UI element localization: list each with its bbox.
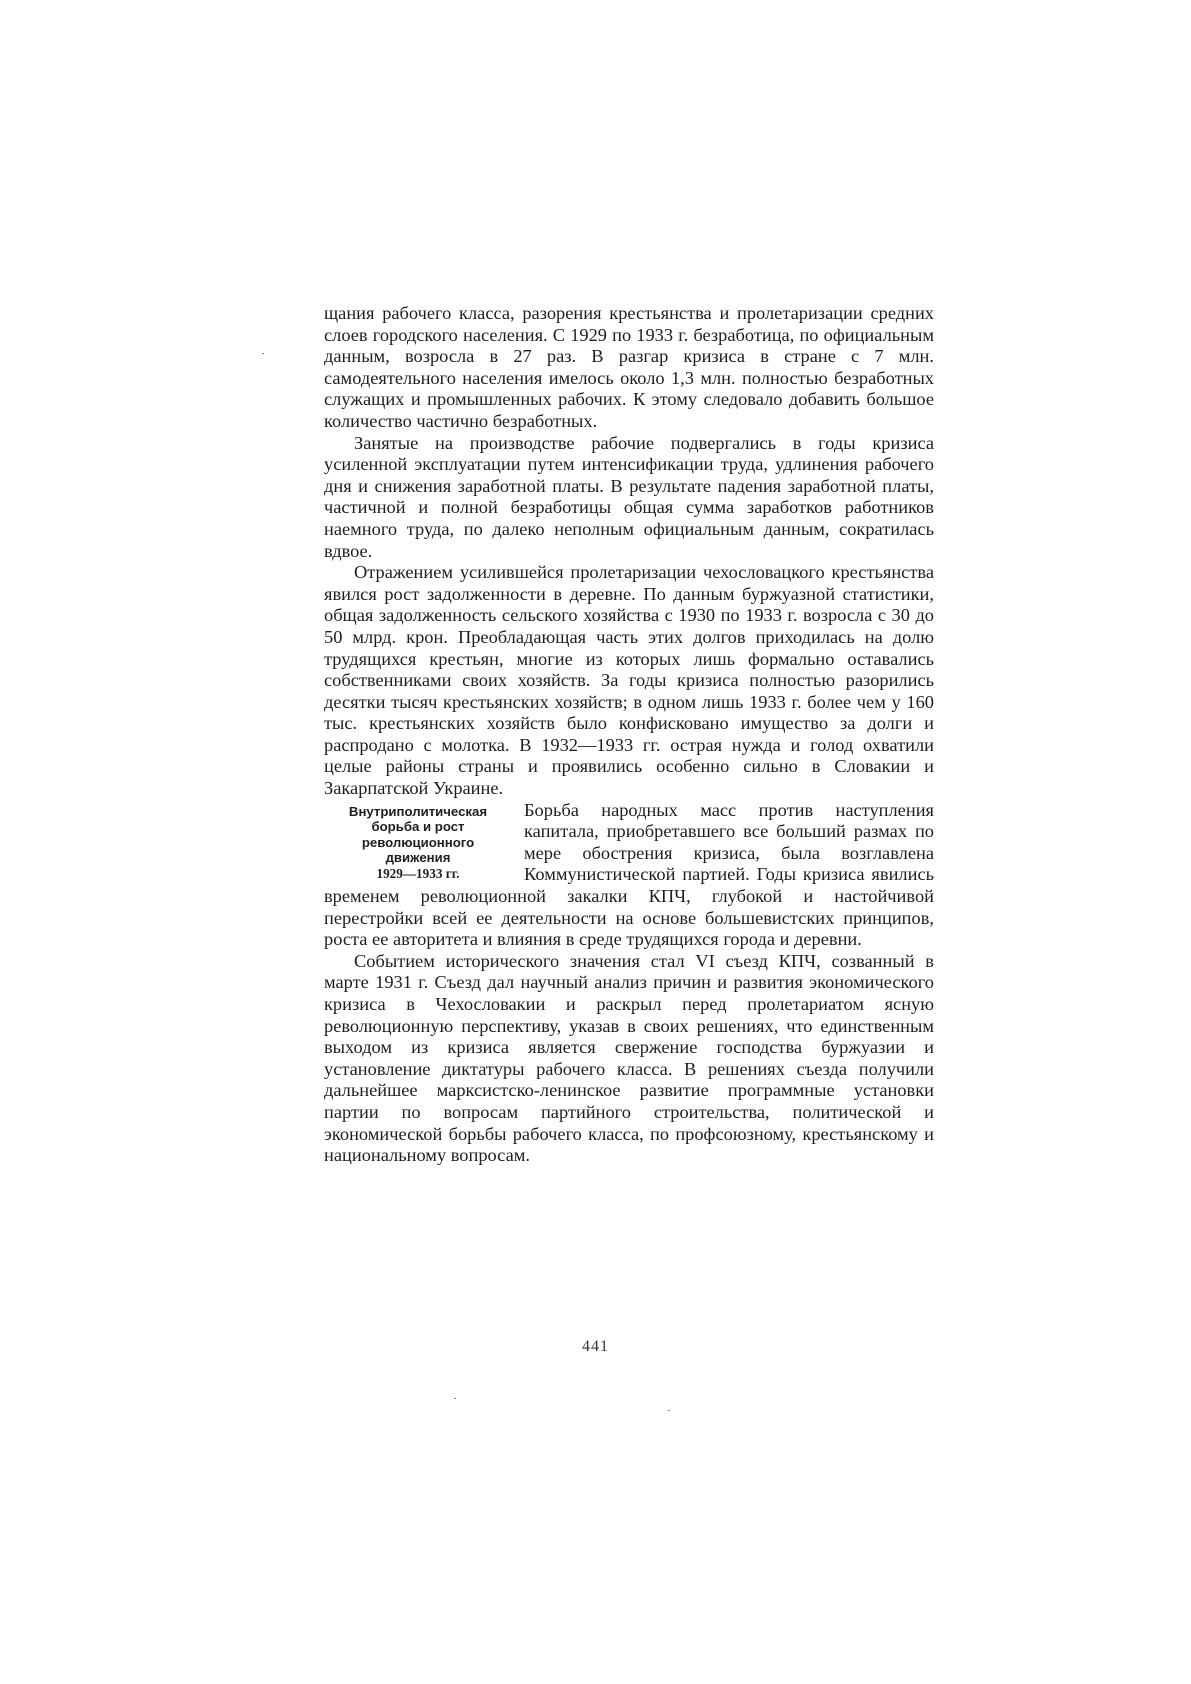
page-number: 441 — [582, 1338, 609, 1355]
side-heading-line-4: движения — [385, 850, 451, 866]
paragraph-3: Отражением усилившейся пролетаризации чехословацкого крестьянства явился рост задолженности в деревне. По данным буржуазной статистики, общая задолженность сельского хозяйства с 1930 по 1933 г. возросла с 30 до 50 млрд. крон. Преобладающая часть этих долгов приходилась на долю трудящихся крестьян, многие из которых лишь формально оставались собственниками своих хозяйств. За годы кризиса полностью разорились десятки тысяч крестьянских хозяйств; в одном лишь 1933 г. более чем у 160 тыс. крестьянских хозяйств было конфисковано имущество за долги и распродано с молотка. В 1932—1933 гг. острая нужда и голод охватили целые районы страны и проявились особенно сильно в Словакии и Закарпатской Украине. — [324, 562, 934, 799]
scan-speck — [262, 353, 264, 354]
side-heading-line-2: борьба и рост — [371, 819, 465, 835]
section-with-side-heading — [324, 800, 934, 951]
side-heading-line-3: революционного — [361, 834, 475, 850]
scan-speck — [454, 1398, 456, 1399]
paragraph-1: щания рабочего класса, разорения крестьянства и пролетаризации средних слоев городского населения. С 1929 по 1933 г. безработица, по официальным данным, возросла в 27 раз. В разгар кризиса в стране с 7 млн. самодеятельного населения имелось около 1,3 млн. полностью безработных служащих и промышленных рабочих. К этому следовало добавить большое количество частично безработных. — [324, 303, 934, 431]
paragraph-2: Занятые на производстве рабочие подвергались в годы кризиса усиленной эксплуатации путем интенсификации труда, удлинения рабочего дня и снижения заработной платы. В результате падения заработной платы, частичной и полной безработицы общая сумма заработков работников наемного труда, по далеко неполным официальным данным, сократилась вдвое. — [324, 432, 934, 561]
side-heading-line-1: Внутриполитическая — [348, 803, 488, 819]
paragraph-5: Событием исторического значения стал VI съезд КПЧ, созванный в марте 1931 г. Съезд дал научный анализ причин и развития экономического кризиса в Чехословакии и раскрыл перед пролетариатом ясную революционную перспективу, указав в своих решениях, что единственным выходом из кризиса является свержение господства буржуазии и установление диктатуры рабочего класса. В решениях съезда получили дальнейшее марксистско-ленинское развитие программные установки партии по вопросам партийного строительства, политической и экономической борьбы рабочего класса, по профсоюзному, крестьянскому и национальному вопросам. — [324, 950, 934, 1166]
side-heading — [324, 804, 512, 882]
main-text — [324, 303, 934, 1167]
paragraph-4: Борьба народных масс против наступления капитала, приобретавшего все больший размах по мере обострения кризиса, была возглавлена Коммунистической партией. Годы кризиса явились временем революционной закалки КПЧ, глубокой и настойчивой перестройки всей ее деятельности на основе большевистских принципов, роста ее авторитета и влияния в среде трудящихся города и деревни. — [324, 799, 934, 950]
scan-speck — [668, 1410, 670, 1411]
side-heading-years: 1929—1933 гг. — [376, 866, 460, 882]
